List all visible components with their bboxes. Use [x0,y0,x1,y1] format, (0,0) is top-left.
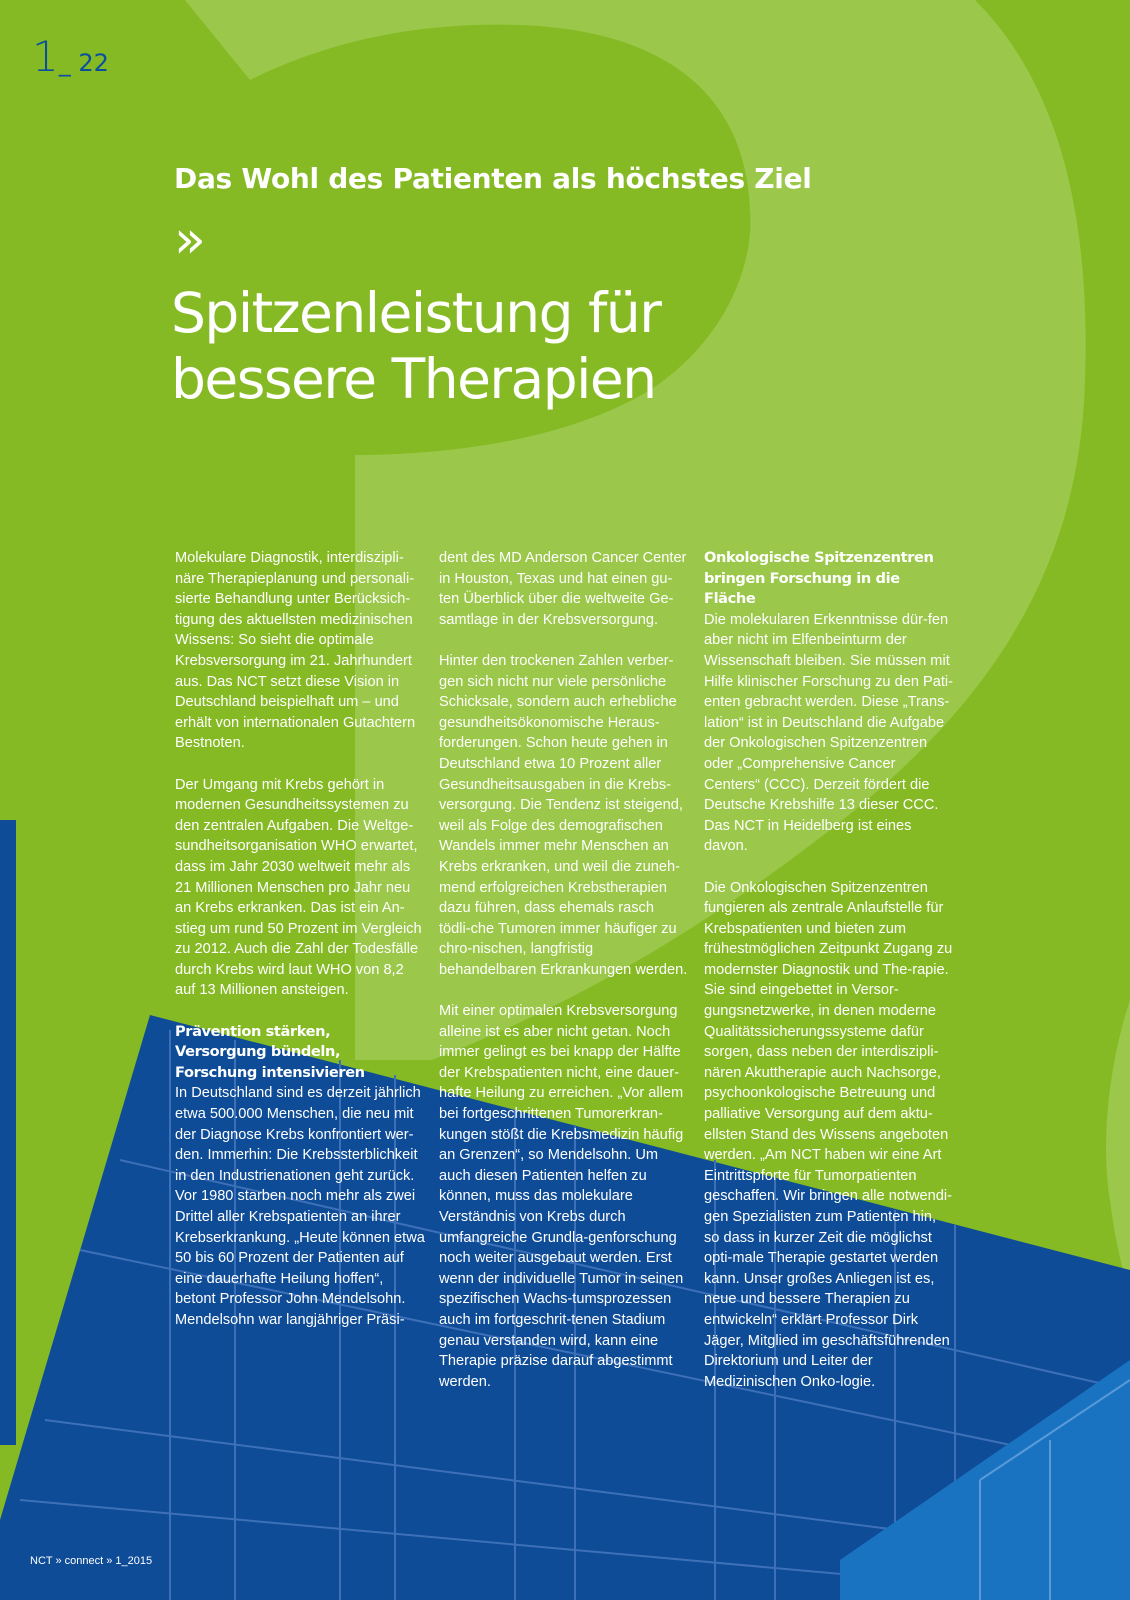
kicker-title: Das Wohl des Patienten als höchstes Ziel [174,162,812,195]
footer-text: NCT » connect » 1_2015 [30,1555,153,1567]
paragraph: dent des MD Anderson Cancer Center in Houston, Texas und hat einen gu-ten Überblick über die weltweite Ge-samtlage in der Krebsversorgung. [439,550,687,628]
paragraph: Der Umgang mit Krebs gehört in modernen Gesundheitssystemen zu den zentralen Aufgaben. Die Weltge-sundheitsorganisation WHO erwartet, dass im Jahr 2030 weltweit mehr als 21 Millionen Menschen pro Jahr neu an Krebs erkranken. Das ist ein An-stieg um rund 50 Prozent im Vergleich zu 2012. Auch die Zahl der Todesfälle durch Krebs wird laut WHO von 8,2 auf 13 Millionen ansteigen. [175,776,422,999]
subheading: Prävention stärken, Versorgung bündeln, Forschung intensivieren [175,1022,365,1081]
paragraph: Molekulare Diagnostik, interdiszipli-näre Therapieplanung und personali-sierte Behandlung unter Berücksich-tigung des aktuellsten medizinischen Wissens: So sieht die optimale Krebsversorgung im 21. Jahrhundert aus. Das NCT setzt diese Vision in Deutschland beispielhaft um – und erhält von internationalen Gutachtern Bestnoten. [175,550,416,752]
paragraph: Mit einer optimalen Krebsversorgung alleine ist es aber nicht getan. Noch immer gelingt es bei knapp der Hälfte der Krebspatienten nicht, eine dauer-hafte Heilung zu erreichen. „Vor allem bei fortgeschrittenen Tumorerkran-kungen stößt die Krebsmedizin häufig an Grenzen“, so Mendelsohn. Um auch diesen Patienten helfen zu können, muss das molekulare Verständnis von Krebs durch umfangreiche Grundla-genforschung noch weiter ausgebaut werden. Erst wenn der individuelle Tumor in seinen spezifischen Wachs-tumsprozessen auch im fortgeschrit-tenen Stadium genau verstanden wird, kann eine Therapie präzise darauf abgestimmt werden. [439,1003,684,1390]
page-number [32,32,109,81]
text-column-3 [704,548,954,1413]
page-number-sub: _ 22 [58,49,109,77]
paragraph: Die molekularen Erkenntnisse dür-fen aber nicht im Elfenbeinturm der Wissenschaft bleiben. Sie müssen mit Hilfe klinischer Forschung zu den Pati-enten gebracht werden. Diese „Trans-lation“ ist in Deutschland die Aufgabe der Onkologischen Spitzenzentren oder „Comprehensive Cancer Centers“ (CCC). Derzeit fördert die Deutsche Krebshilfe 13 dieser CCC. Das NCT in Heidelberg ist eines davon. [704,611,954,855]
page-number-main: 1 [32,32,59,81]
text-column-2 [439,548,689,1413]
left-blue-bar [0,820,16,1445]
quote-mark-icon: » [174,210,206,270]
paragraph: Die Onkologischen Spitzenzentren fungieren als zentrale Anlaufstelle für Krebspatienten und bieten zum frühestmöglichen Zeitpunkt Zugang zu modernster Diagnostik und The-rapie. Sie sind eingebettet in Versor-gungsnetzwerke, in denen moderne Qualitätssicherungssysteme dafür sorgen, dass neben der interdiszipli-nären Akuttherapie auch Nachsorge, psychoonkologische Betreuung und palliative Versorgung auf dem aktu-ellsten Stand des Wissens angeboten werden. „Am NCT haben wir eine Art Eintrittspforte für Tumorpatienten geschaffen. Wir bringen alle notwendi-gen Spezialisten zum Patienten hin, so dass in kurzer Zeit die möglichst opti-male Therapie gestartet werden kann. Unser großes Anliegen ist es, neue und bessere Therapien zu entwickeln“ erklärt Professor Dirk Jäger, Mitglied im geschäftsführenden Direktorium und Leiter der Medizinischen Onko-logie. [704,879,953,1390]
paragraph: In Deutschland sind es derzeit jährlich etwa 500.000 Menschen, die neu mit der Diagnose Krebs konfrontiert wer-den. Immerhin: Die Krebssterblichkeit in den Industrienationen geht zurück. Vor 1980 starben noch mehr als zwei Drittel aller Krebspatienten an ihrer Krebserkrankung. „Heute können etwa 50 bis 60 Prozent der Patienten auf eine dauerhafte Heilung hoffen“, betont Professor John Mendelsohn. Mendelsohn war langjähriger Präsi- [175,1085,425,1328]
headline-line2: bessere Therapien [171,347,656,411]
subheading: Onkologische Spitzenzentren bringen Forschung in die Fläche [704,549,934,608]
headline [171,280,660,412]
right-edge-arc [1106,1000,1130,1290]
paragraph: Hinter den trockenen Zahlen verber-gen sich nicht nur viele persönliche Schicksale, sondern auch erhebliche gesundheitsökonomische Heraus-forderungen. Schon heute gehen in Deutschland etwa 10 Prozent aller Gesundheitsausgaben in die Krebs-versorgung. Die Tendenz ist steigend, weil als Folge des demografischen Wandels immer mehr Menschen an Krebs erkranken, und weil die zuneh-mend erfolgreichen Krebstherapien dazu führen, dass ehemals rasch tödli-che Tumoren immer häufiger zu chro-nischen, langfristig behandelbaren Erkrankungen werden. [439,652,688,978]
headline-line1: Spitzenleistung für [171,281,661,345]
text-column-1 [175,548,425,1351]
